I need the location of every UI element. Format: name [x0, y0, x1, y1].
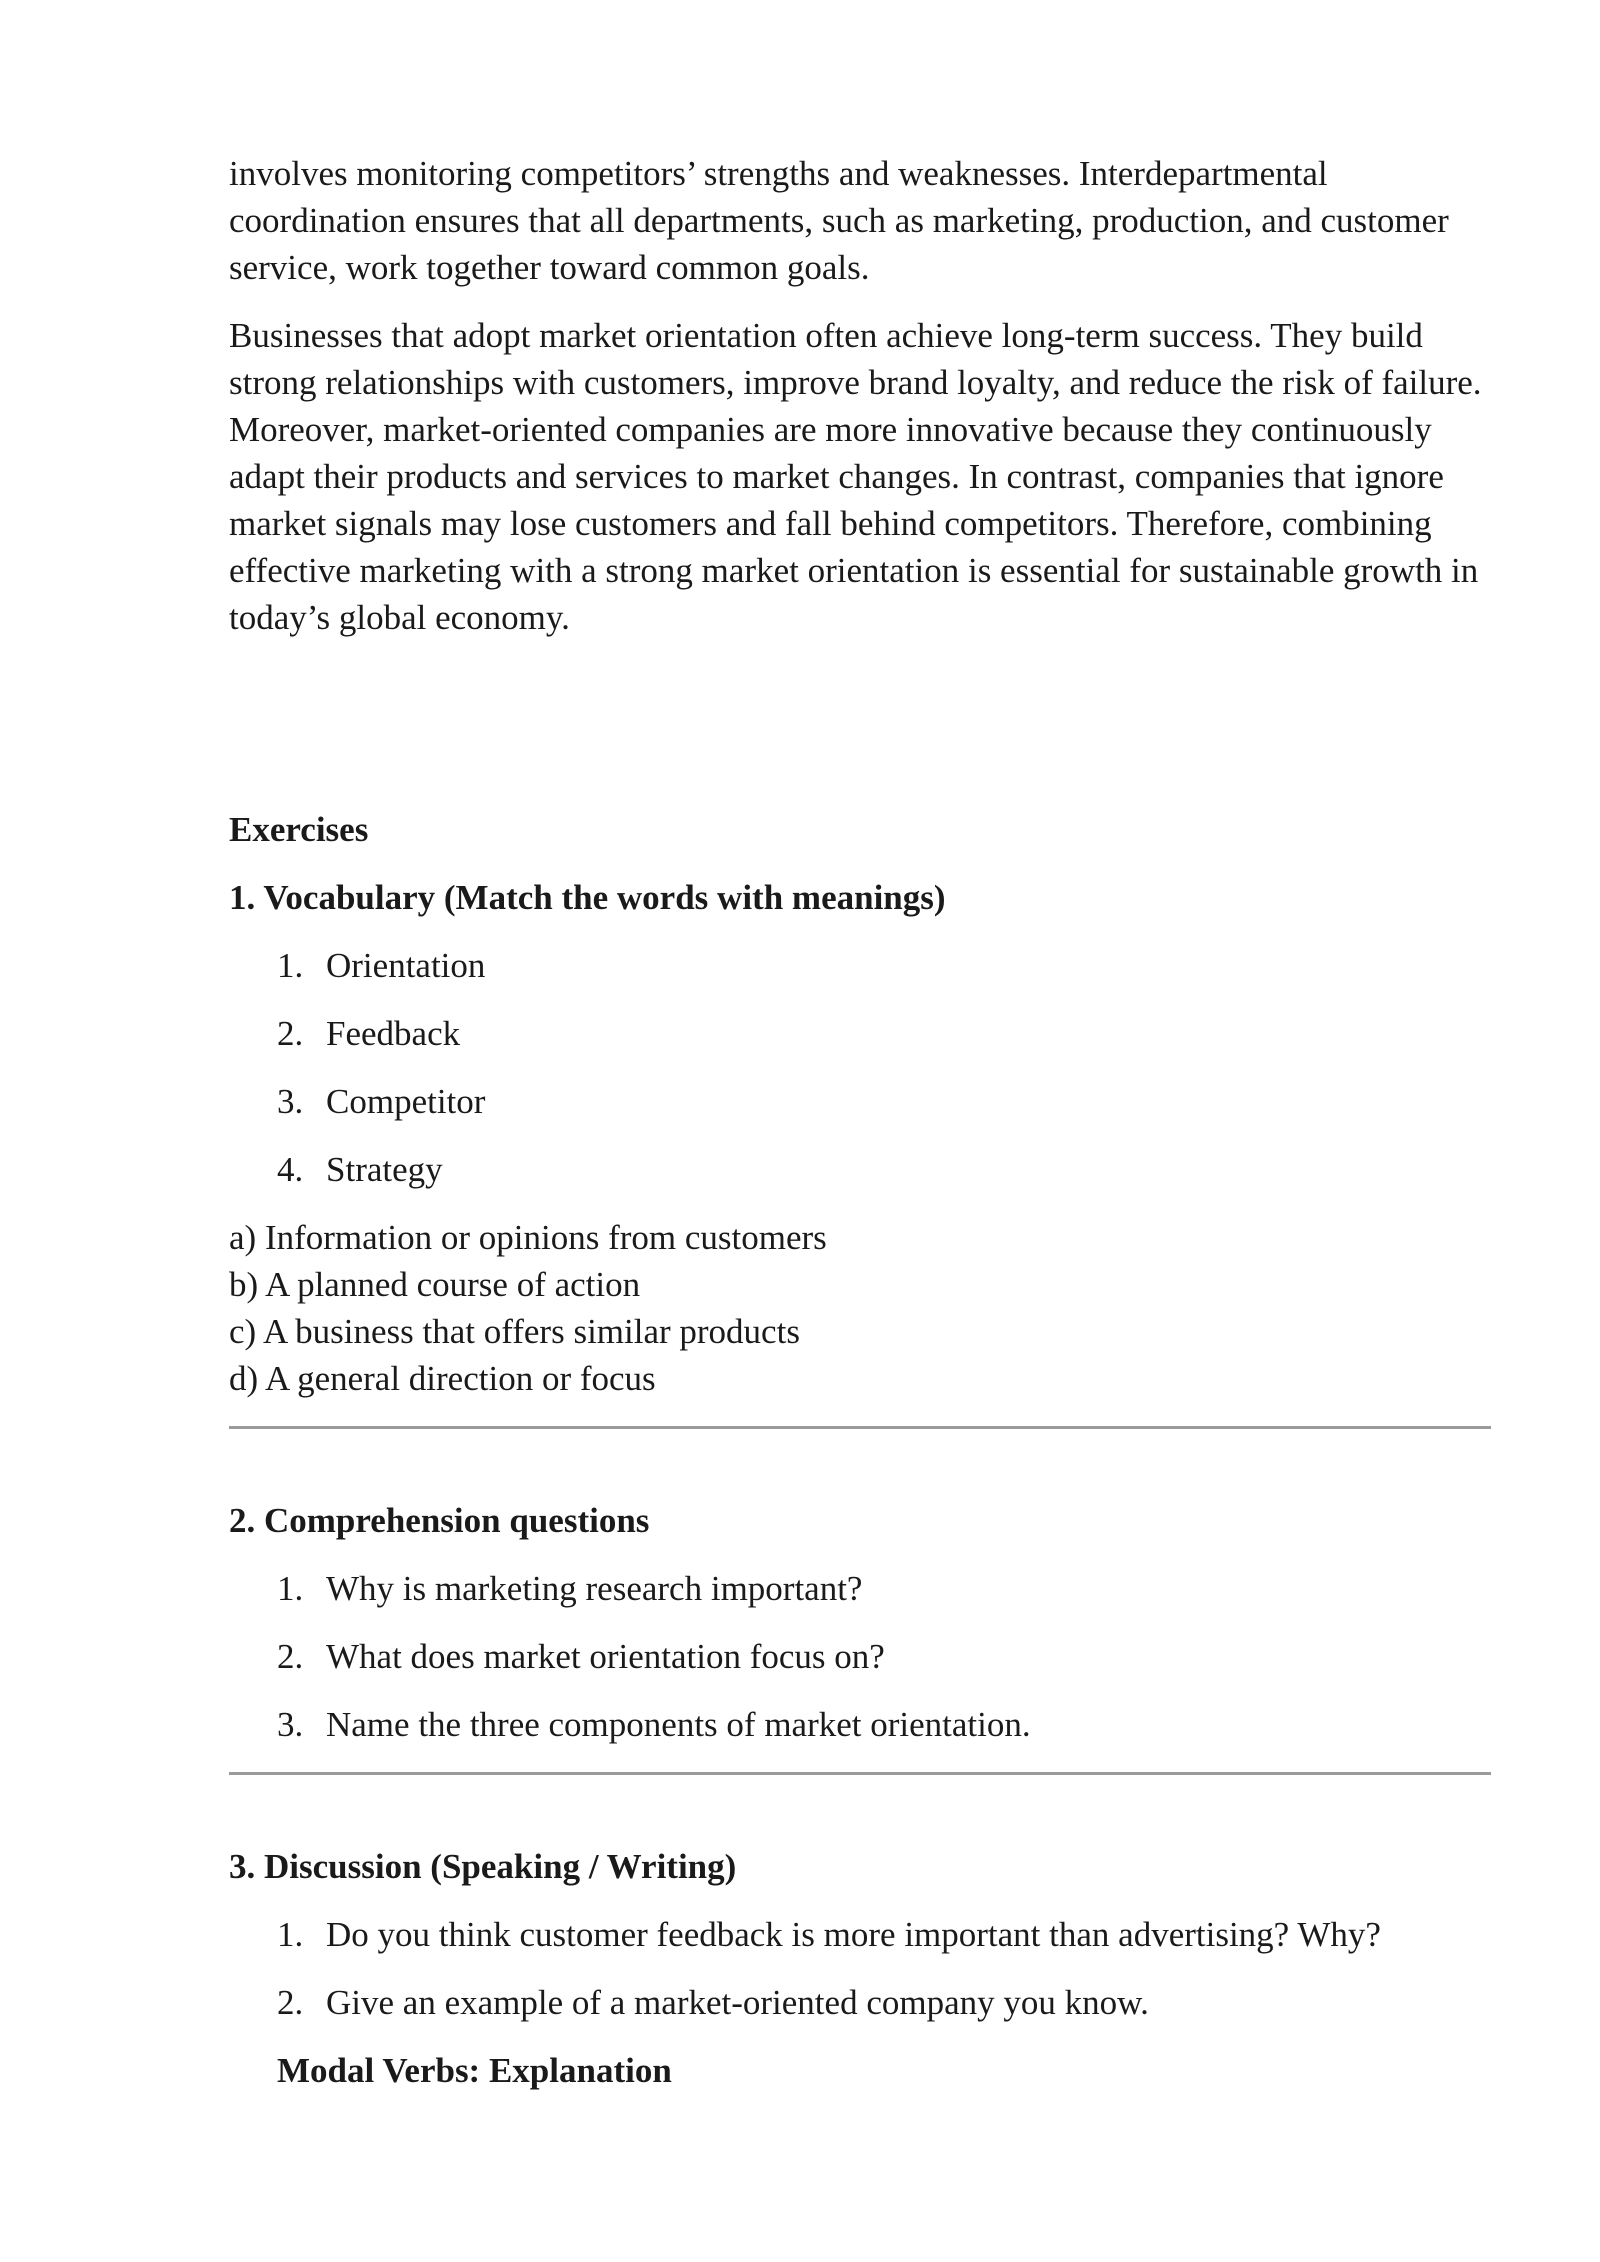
discussion-heading: 3. Discussion (Speaking / Writing) — [229, 1847, 737, 1886]
list-item — [229, 1565, 1489, 1612]
list-item — [229, 942, 1489, 989]
list-item — [229, 1701, 1489, 1748]
vocabulary-section — [229, 874, 1489, 1402]
option-d: d) A general direction or focus — [229, 1359, 656, 1398]
list-number: 4. — [277, 1150, 304, 1189]
body-paragraph-2: Businesses that adopt market orientation often achieve long-term success. They build strong relationships with customers, improve brand loyalty, and reduce the risk of failure. Moreover, market-oriented companies are more innovative because they continuously adapt their products and services to market changes. In contrast, companies that ignore market signals may lose customers and fall behind competitors. Therefore, combining effective marketing with a strong market orientation is essential for sustainable growth in today’s global economy. — [229, 316, 1482, 637]
discussion-section — [229, 1843, 1489, 2094]
list-item-text: What does market orientation focus on? — [326, 1637, 885, 1676]
list-number: 1. — [277, 1915, 304, 1954]
list-number: 1. — [277, 1569, 304, 1608]
vocabulary-list — [229, 942, 1489, 1193]
list-item — [229, 1078, 1489, 1125]
vocabulary-heading: 1. Vocabulary (Match the words with meanings) — [229, 878, 946, 917]
comprehension-heading: 2. Comprehension questions — [229, 1501, 650, 1540]
comprehension-section — [229, 1497, 1489, 1748]
list-item — [229, 1633, 1489, 1680]
document-page — [229, 150, 1489, 2094]
comprehension-list — [229, 1565, 1489, 1748]
list-item-text: Competitor — [326, 1082, 486, 1121]
list-item-text: Name the three components of market orientation. — [326, 1705, 1031, 1744]
list-item-text: Orientation — [326, 946, 486, 985]
list-number: 2. — [277, 1014, 304, 1053]
section-divider — [229, 1426, 1491, 1429]
list-number: 2. — [277, 1637, 304, 1676]
section-divider — [229, 1772, 1491, 1775]
body-paragraph-1: involves monitoring competitors’ strengths and weaknesses. Interdepartmental coordination ensures that all departments, such as marketing, production, and customer service, work together toward common goals. — [229, 154, 1449, 287]
vocabulary-options — [229, 1214, 1489, 1402]
list-item — [229, 1146, 1489, 1193]
option-c: c) A business that offers similar products — [229, 1312, 800, 1351]
modal-verbs-heading: Modal Verbs: Explanation — [277, 2051, 672, 2090]
list-item-text: Feedback — [326, 1014, 461, 1053]
list-number: 3. — [277, 1705, 304, 1744]
option-a: a) Information or opinions from customers — [229, 1218, 827, 1257]
list-item — [229, 1979, 1489, 2026]
list-number: 1. — [277, 946, 304, 985]
list-number: 2. — [277, 1983, 304, 2022]
list-item-text: Give an example of a market-oriented company you know. — [326, 1983, 1149, 2022]
list-number: 3. — [277, 1082, 304, 1121]
list-item — [229, 1911, 1489, 1958]
list-item-text: Do you think customer feedback is more important than advertising? Why? — [326, 1915, 1381, 1954]
list-item-text: Strategy — [326, 1150, 443, 1189]
list-item-text: Why is marketing research important? — [326, 1569, 863, 1608]
exercises-heading: Exercises — [229, 810, 369, 849]
discussion-list — [229, 1911, 1489, 2026]
list-item — [229, 1010, 1489, 1057]
option-b: b) A planned course of action — [229, 1265, 641, 1304]
